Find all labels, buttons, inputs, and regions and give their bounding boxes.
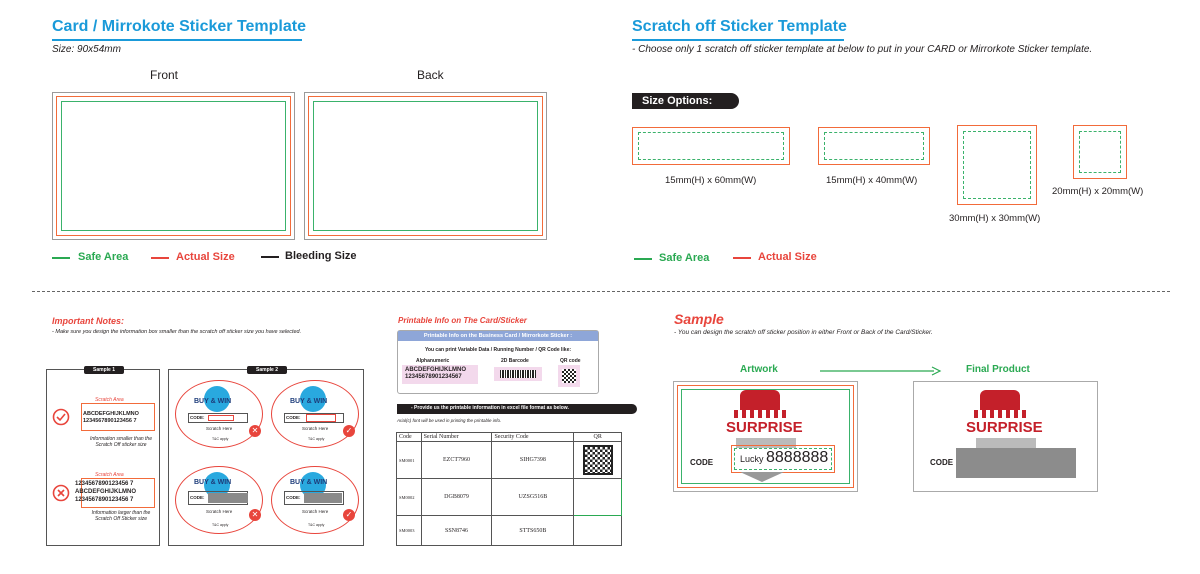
qr-cell	[574, 442, 622, 479]
size-options-label: Size Options:	[642, 95, 713, 107]
sample2-tag: Sample 2	[247, 366, 287, 374]
check-icon: ✓	[343, 425, 355, 437]
scratch-area-label: Scratch Area	[95, 397, 124, 403]
qr-cell	[574, 479, 622, 516]
oval-sample: BUY & WIN CODE: Scratch Here T&C apply	[175, 380, 263, 448]
legend-safe: Safe Area	[78, 251, 129, 263]
code-line: ABCDEFGHIJKLMNO	[75, 489, 136, 495]
provide-text: - Provide us the printable information in excel file format as below.	[411, 405, 569, 411]
section-divider	[32, 291, 1170, 292]
title-underline	[632, 39, 844, 41]
cross-icon: ✕	[249, 425, 261, 437]
sample1-panel	[46, 369, 160, 546]
data-table: Code Serial Number Security Code QR SM0001 EZCT7960 SIHG7398 SM0002 DGB8079 UZSG516B SM0003 SSN8746 STTS650B	[396, 432, 622, 546]
cross-icon: ✕	[249, 509, 261, 521]
can-print: You can print Variable Data / Running Number / QR Code like:	[424, 347, 572, 353]
table-row: SM0001 EZCT7960 SIHG7398	[397, 442, 622, 479]
font-note: Arial(c) font will be used in printing the printable info.	[397, 418, 502, 423]
artwork-label: Artwork	[740, 364, 778, 375]
notes-title: Important Notes:	[52, 316, 124, 326]
scratch-area-label: Scratch Area	[95, 472, 124, 478]
lucky-text: Lucky	[740, 454, 764, 464]
bad-note: Information larger than the Scratch Off Sticker size	[91, 510, 151, 522]
size-label: 20mm(H) x 20mm(W)	[1052, 186, 1144, 197]
check-icon	[52, 408, 70, 426]
sample-note: - You can design the scratch off sticker position in either Front or Back of the Card/Sticker.	[674, 329, 933, 336]
good-note: Information smaller than the Scratch Off sticker size	[90, 436, 152, 448]
code-label: CODE	[690, 458, 714, 467]
table-row: SM0003 SSN8746 STTS650B	[397, 516, 622, 546]
size-label: 15mm(H) x 40mm(W)	[826, 175, 918, 186]
table-row: SM0002 DGB8079 UZSG516B	[397, 479, 622, 516]
scratch-template-title: Scratch off Sticker Template	[632, 18, 847, 35]
qr-cell	[574, 516, 622, 546]
provide-banner	[397, 404, 637, 414]
scratch-note: - Choose only 1 scratch off sticker template at below to put in your CARD or Mirrorkote Sticker template.	[632, 44, 1093, 55]
card-template-title: Card / Mirrokote Sticker Template	[52, 18, 306, 35]
sample-title: Sample	[674, 311, 724, 327]
legend-actual: Actual Size	[176, 251, 235, 263]
oval-sample: BUY & WIN CODE: Scratch Here T&C apply	[175, 466, 263, 534]
legend-safe: Safe Area	[659, 252, 710, 264]
size-label: 15mm(H) x 60mm(W)	[665, 175, 757, 186]
artwork-card	[673, 381, 858, 492]
arrow-right-icon	[820, 365, 942, 377]
front-label: Front	[150, 68, 179, 82]
printable-card: Printable Info on the Business Card / Mirrorkote Sticker : You can print Variable Data / Running Number / QR Code like: Alphanumeric 2D Barcode QR code ABCDEFGHIJKLMNO 12345678901234567	[397, 330, 599, 394]
check-icon: ✓	[343, 509, 355, 521]
final-label: Final Product	[966, 364, 1030, 375]
legend-actual: Actual Size	[758, 251, 817, 263]
code-label: CODE	[930, 458, 954, 467]
card-size: Size: 90x54mm	[52, 44, 121, 55]
sample1-tag: Sample 1	[84, 366, 124, 374]
code-line: 1234567890123456 7	[75, 481, 134, 487]
qr-icon	[558, 365, 580, 387]
surprise-text: SURPRISE	[726, 419, 803, 436]
oval-sample: BUY & WIN CODE: Scratch Here T&C apply	[271, 380, 359, 448]
scratch-panel	[956, 448, 1076, 478]
code-line: 1234567890123456 7	[83, 418, 137, 424]
size-label: 30mm(H) x 30mm(W)	[949, 213, 1041, 224]
printable-banner: Printable Info on the Business Card / Mirrorkote Sticker :	[398, 331, 598, 341]
surprise-text: SURPRISE	[966, 419, 1043, 436]
oval-sample: BUY & WIN CODE: Scratch Here T&C apply	[271, 466, 359, 534]
code-line: ABCDEFGHIJKLMNO	[83, 411, 139, 417]
code-line: 1234567890123456 7	[75, 497, 134, 503]
legend-bleed: Bleeding Size	[285, 250, 357, 262]
printable-title: Printable Info on The Card/Sticker	[398, 316, 527, 325]
barcode-icon	[494, 367, 542, 381]
cross-icon	[52, 484, 70, 502]
back-label: Back	[417, 68, 444, 82]
notes-text: - Make sure you design the information box smaller than the scratch off sticker size you have selected.	[52, 329, 302, 335]
size-options-badge	[632, 93, 739, 109]
lucky-number: 8888888	[766, 449, 829, 466]
title-underline	[52, 39, 302, 41]
sample2-panel	[168, 369, 364, 546]
final-card	[913, 381, 1098, 492]
